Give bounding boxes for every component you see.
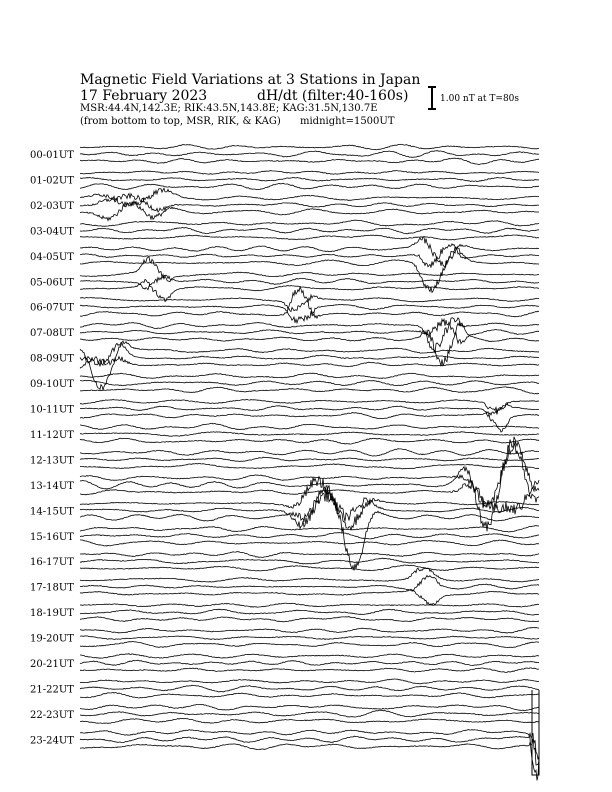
hour-label: 23-24UT (30, 735, 74, 747)
hour-label: 08-09UT (30, 353, 74, 365)
trace-kag-12-13UT (80, 449, 539, 456)
hour-label: 20-21UT (30, 659, 74, 670)
trace-kag-11-12UT (80, 423, 539, 429)
trace-rik-10-11UT (80, 403, 539, 415)
hour-label: 11-12UT (30, 429, 74, 441)
trace-kag-02-03UT (80, 188, 539, 206)
trace-msr-03-04UT (80, 235, 539, 240)
trace-msr-21-22UT (80, 692, 539, 698)
hour-label: 05-06UT (30, 277, 74, 289)
trace-rik-23-24UT (80, 733, 539, 765)
hour-label: 04-05UT (30, 251, 74, 263)
trace-msr-07-08UT (80, 322, 539, 366)
trace-rik-20-21UT (80, 660, 539, 665)
trace-kag-03-04UT (80, 220, 539, 226)
trace-msr-12-13UT (80, 463, 539, 468)
hour-label: 14-15UT (30, 506, 74, 518)
trace-rik-19-20UT (80, 636, 539, 640)
trace-msr-06-07UT (80, 287, 539, 318)
trace-rik-21-22UT (80, 685, 539, 692)
trace-kag-19-20UT (80, 627, 539, 633)
trace-rik-09-10UT (80, 380, 539, 385)
hour-label: 17-18UT (30, 582, 74, 594)
trace-msr-22-23UT (80, 718, 539, 723)
hour-label: 21-22UT (30, 684, 74, 696)
hour-label: 03-04UT (30, 226, 74, 238)
hour-label: 07-08UT (30, 328, 74, 340)
trace-msr-15-16UT (80, 540, 539, 546)
trace-msr-16-17UT (80, 565, 539, 571)
station-order-note: (from bottom to top, MSR, RIK, & KAG) (80, 116, 281, 127)
trace-rik-18-19UT (80, 609, 539, 615)
trace-rik-06-07UT (80, 304, 539, 322)
trace-msr-23-24UT (80, 739, 539, 759)
trace-kag-18-19UT (80, 603, 539, 607)
trace-kag-17-18UT (80, 568, 539, 583)
midnight-note: midnight=1500UT (300, 116, 395, 127)
trace-kag-14-15UT (80, 477, 539, 531)
hour-label: 19-20UT (30, 633, 74, 645)
trace-msr-11-12UT (80, 438, 539, 444)
trace-kag-09-10UT (80, 373, 539, 378)
trace-msr-19-20UT (80, 642, 539, 648)
trace-rik-03-04UT (80, 228, 539, 234)
trace-kag-22-23UT (80, 704, 539, 710)
hour-label: 15-16UT (30, 531, 74, 543)
trace-msr-18-19UT (80, 617, 539, 622)
trace-rik-08-09UT (80, 343, 539, 367)
trace-msr-09-10UT (80, 387, 539, 394)
hour-label: 01-02UT (30, 175, 74, 187)
trace-rik-22-23UT (80, 710, 539, 717)
chart-mode: dH/dt (filter:40-160s) (257, 88, 409, 104)
trace-rik-17-18UT (80, 576, 539, 592)
hour-label: 22-23UT (30, 709, 74, 721)
trace-kag-23-24UT (80, 730, 539, 781)
hour-label: 16-17UT (30, 557, 74, 569)
trace-msr-20-21UT (80, 668, 539, 673)
trace-msr-00-01UT (80, 158, 539, 165)
trace-kag-21-22UT (80, 679, 539, 684)
trace-msr-05-06UT (80, 280, 539, 302)
hour-label: 06-07UT (30, 302, 74, 314)
trace-kag-00-01UT (80, 144, 539, 150)
trace-rik-00-01UT (80, 151, 539, 158)
hour-label: 18-19UT (30, 608, 74, 620)
hour-label: 12-13UT (30, 455, 74, 467)
hour-label: 10-11UT (30, 404, 74, 416)
trace-kag-10-11UT (80, 399, 539, 411)
trace-msr-01-02UT (80, 183, 539, 190)
trace-rik-15-16UT (80, 533, 539, 539)
trace-kag-15-16UT (80, 526, 539, 532)
trace-kag-20-21UT (80, 654, 539, 659)
chart-title: Magnetic Field Variations at 3 Stations in Japan (80, 72, 421, 88)
trace-rik-16-17UT (80, 558, 539, 564)
chart-date: 17 February 2023 (80, 88, 208, 104)
hour-label: 00-01UT (30, 150, 74, 161)
station-coordinates: MSR:44.4N,142.3E; RIK:43.5N,143.8E; KAG:31.5N,130.7E (80, 103, 378, 114)
scale-label: 1.00 nT at T=80s (440, 94, 520, 104)
hour-label: 02-03UT (30, 200, 74, 212)
trace-rik-01-02UT (80, 177, 539, 181)
hour-label: 09-10UT (30, 379, 74, 391)
trace-kag-13-14UT (80, 437, 539, 509)
trace-kag-01-02UT (80, 171, 539, 175)
trace-rik-12-13UT (80, 457, 539, 461)
trace-rik-11-12UT (80, 432, 539, 437)
trace-msr-14-15UT (80, 486, 539, 571)
hour-label: 13-14UT (30, 480, 74, 492)
trace-kag-16-17UT (80, 552, 539, 558)
trace-msr-02-03UT (80, 201, 539, 221)
trace-msr-17-18UT (80, 589, 539, 605)
